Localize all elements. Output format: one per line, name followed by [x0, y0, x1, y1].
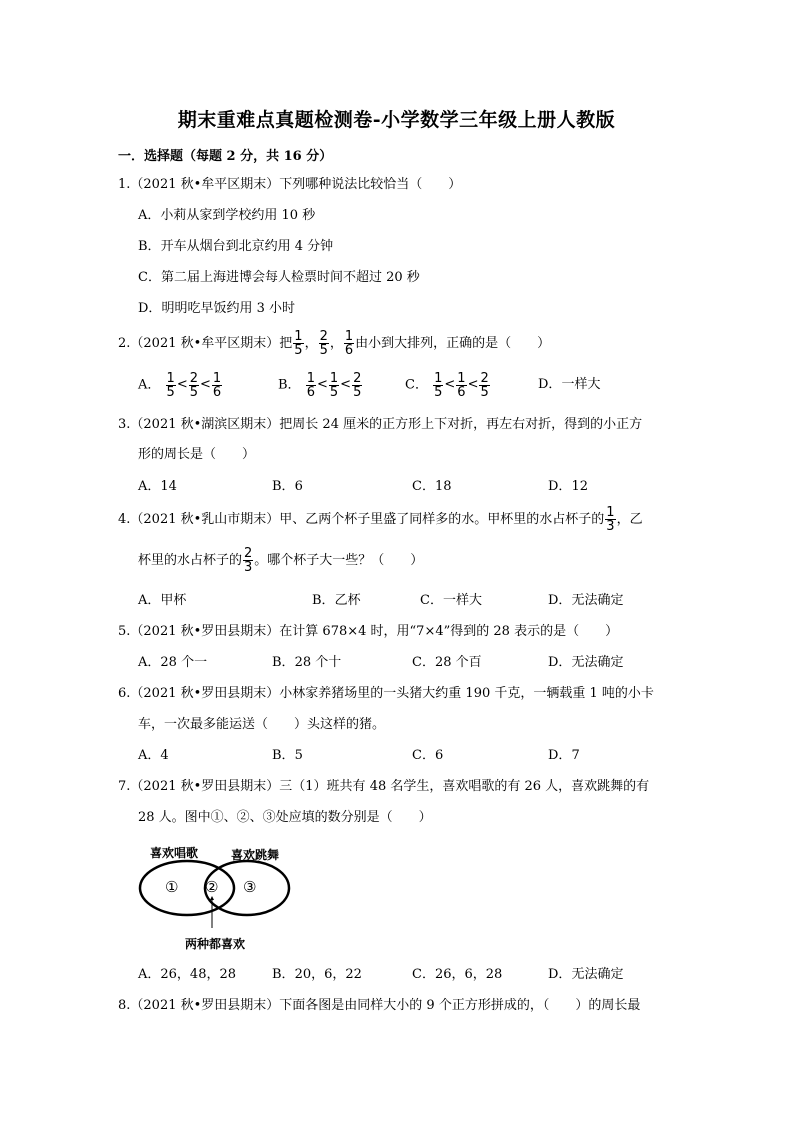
question-number: 7. — [118, 779, 131, 794]
option-6b[interactable]: B．5 — [272, 748, 303, 763]
question-text: （2021 秋•罗田县期末）三（1）班共有 48 名学生，喜欢唱歌的有 26 人，喜欢跳舞的有 — [130, 779, 650, 794]
option-7d[interactable]: D．无法确定 — [548, 967, 624, 982]
option-5c[interactable]: C．28 个百 — [412, 655, 482, 670]
option-3d[interactable]: D．12 — [548, 479, 588, 494]
question-4: 4.（2021 秋•乳山市期末）甲、乙两个杯子里盛了同样多的水。甲杯里的水占杯子的 $\frac{1}{3}$ ，乙 — [118, 505, 643, 534]
question-number: 2. — [118, 336, 131, 351]
option-label: D． — [138, 301, 162, 316]
question-number: 3. — [118, 417, 131, 432]
question-text: 由小到大排列，正确的是（ ） — [355, 336, 551, 351]
fraction: $\frac{1}{5}$ — [294, 329, 303, 358]
question-text: （2021 秋•罗田县期末）下面各图是由同样大小的 9 个正方形拼成的，（ ）的周长最 — [130, 998, 641, 1013]
question-5 — [118, 624, 618, 640]
option-4b[interactable]: B．乙杯 — [312, 593, 361, 608]
option-1d[interactable] — [138, 301, 295, 317]
option-5a[interactable]: A．28 个一 — [138, 655, 208, 670]
option-text: 明明吃早饭约用 3 小时 — [161, 301, 295, 316]
option-3c[interactable]: C．18 — [412, 479, 452, 494]
question-6-cont: 车，一次最多能运送（ ）头这样的猪。 — [138, 717, 386, 732]
option-label: B． — [138, 239, 161, 254]
option-text: 一样大 — [561, 377, 601, 392]
fraction: $\frac{1}{3}$ — [606, 505, 615, 534]
question-3-cont: 形的周长是（ ） — [138, 447, 256, 462]
option-3b[interactable]: B．6 — [272, 479, 303, 494]
option-label: D． — [538, 377, 562, 392]
question-2: 2.（2021 秋•牟平区期末）把 $\frac{1}{5}$ ， $\frac{2}{5}$ ， $\frac{1}{6}$ 由小到大排列，正确的是（ ） — [118, 329, 551, 358]
option-1c[interactable] — [138, 270, 420, 286]
question-4-cont: 杯里的水占杯子的 $\frac{2}{3}$ 。哪个杯子大一些？（ ） — [138, 546, 424, 575]
fraction: $\frac{2}{5}$ — [319, 329, 328, 358]
option-label: C． — [405, 377, 428, 393]
question-text: （2021 秋•罗田县期末）小林家养猪场里的一头猪大约重 190 千克，一辆载重 1 吨的小卡 — [130, 686, 654, 701]
option-7a[interactable]: A．26，48，28 — [138, 967, 237, 982]
question-1 — [118, 177, 461, 193]
option-2a[interactable]: A． $\frac{1}{5}$ < $\frac{2}{5}$ < $\frac{1}{6}$ — [138, 370, 222, 400]
page-title: 期末重难点真题检测卷-小学数学三年级上册人教版 — [177, 109, 616, 131]
option-4a[interactable]: A．甲杯 — [138, 593, 187, 608]
option-text: 第二届上海进博会每人检票时间不超过 20 秒 — [160, 270, 420, 285]
option-label: A． — [138, 377, 161, 393]
venn-label-both: 两种都喜欢 — [185, 937, 246, 951]
option-5b[interactable]: B．28 个十 — [272, 655, 342, 670]
question-number: 5. — [118, 624, 131, 639]
option-label: C． — [138, 270, 161, 285]
option-6a[interactable]: A．4 — [138, 748, 169, 763]
question-number: 8. — [118, 998, 131, 1013]
question-number: 1. — [118, 177, 131, 192]
section-heading: 一．选择题（每题 2 分，共 16 分） — [118, 149, 333, 164]
option-5d[interactable]: D．无法确定 — [548, 655, 624, 670]
option-6d[interactable]: D．7 — [548, 748, 580, 763]
fraction: $\frac{1}{6}$ — [344, 329, 354, 358]
option-7c[interactable]: C．26，6，28 — [412, 967, 503, 982]
venn-diagram — [135, 840, 305, 955]
question-6 — [118, 686, 654, 702]
question-7 — [118, 779, 649, 795]
option-2c[interactable]: C． $\frac{1}{5}$ < $\frac{1}{6}$ < $\frac{2}{5}$ — [405, 370, 489, 400]
option-text: 小莉从家到学校约用 10 秒 — [160, 208, 316, 223]
option-4d[interactable]: D．无法确定 — [548, 593, 624, 608]
option-text: 开车从烟台到北京约用 4 分钟 — [160, 239, 334, 254]
option-label: B． — [278, 377, 301, 393]
option-2b[interactable]: B． $\frac{1}{6}$ < $\frac{1}{5}$ < $\frac{2}{5}$ — [278, 370, 362, 400]
option-label: A． — [138, 208, 161, 223]
question-number: 6. — [118, 686, 131, 701]
option-4c[interactable]: C．一样大 — [420, 593, 482, 608]
option-2d[interactable] — [538, 377, 600, 393]
venn-region-1: ① — [165, 878, 179, 896]
option-1a[interactable] — [138, 208, 315, 224]
question-number: 4. — [118, 512, 131, 527]
question-text: （2021 秋•乳山市期末）甲、乙两个杯子里盛了同样多的水。甲杯里的水占杯子的 — [130, 512, 605, 527]
question-7-cont: 28 人。图中①、②、③处应填的数分别是（ ） — [138, 810, 432, 825]
question-3 — [118, 417, 642, 433]
question-8 — [118, 998, 640, 1014]
question-text: （2021 秋•罗田县期末）在计算 678×4 时，用“7×4”得到的 28 表示的是（ ） — [130, 624, 619, 639]
venn-region-2: ② — [205, 878, 219, 896]
option-3a[interactable]: A．14 — [138, 479, 177, 494]
option-7b[interactable]: B．20，6，22 — [272, 967, 362, 982]
venn-region-3: ③ — [243, 878, 257, 896]
venn-label-dancing: 喜欢跳舞 — [231, 848, 280, 862]
question-text: （2021 秋•牟平区期末）把 — [130, 336, 293, 351]
question-text: （2021 秋•湖滨区期末）把周长 24 厘米的正方形上下对折，再左右对折，得到的小正方 — [130, 417, 643, 432]
option-6c[interactable]: C．6 — [412, 748, 444, 763]
option-1b[interactable] — [138, 239, 333, 255]
venn-label-singing: 喜欢唱歌 — [150, 846, 199, 860]
question-text: （2021 秋•牟平区期末）下列哪种说法比较恰当（ ） — [130, 177, 462, 192]
fraction: $\frac{2}{3}$ — [244, 546, 253, 575]
